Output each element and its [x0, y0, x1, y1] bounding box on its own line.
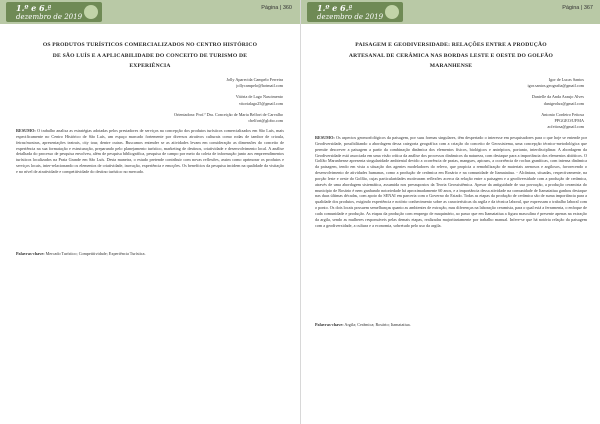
keywords — [315, 322, 587, 328]
right-page — [300, 0, 600, 424]
author-name: Antonio Cordeiro Feitosa — [541, 111, 584, 117]
author-name: Danielle da Anda Araujo Alves — [531, 94, 584, 100]
author-block — [401, 77, 584, 130]
advisor-email: cbelfort@globo.com — [248, 118, 283, 124]
abstract-label: RESUMO: — [16, 128, 36, 133]
event-logo — [6, 2, 102, 22]
advisor-name: Orientadora: Prof.ª Dra. Conceição de Maria Belfort de Carvalho — [173, 111, 283, 117]
paper-title — [20, 40, 280, 72]
page-header — [0, 0, 300, 24]
keywords-text: Mercado Turístico; Competitividade; Experiência Turística. — [44, 251, 146, 256]
logo-title: 1.º e 6.ª — [317, 3, 353, 13]
author-email: acfeitosa@gmail.com — [547, 124, 584, 130]
title-line: MARANHENSE — [429, 63, 473, 69]
title-line: OS PRODUTOS TURÍSTICOS COMERCIALIZADOS NO CENTRO HISTÓRICO — [42, 42, 258, 48]
abstract-text: Os aspectos geomorfológicos da paisagem, por suas formas singulares, têm despertado o interesse em pesquisadores para o que hoje se entende por Geodiversidade, possibilitando a abordagem dessa categoria geográfica com a criação do conceito de Geossistema, uma concepção técnico-metodológica que permite descrever a paisagem a partir da combinação dinâmica dos elementos físicos, biológicos e antrópicos, portanto, interdisciplinar. A abordagem da Geodiversidade está associada em uma visão crítica da análise dos processos dinâmicos da natureza, com destaque para a importância dos elementos abióticos. O Golfão Maranhense apresenta singularidade ambiental devido a ocorrência de praias, mangues, apicuns, a ocorrência de rochas graníticas, com intensa dinâmica da paisagem, tendo em vista a situação dos agentes modeladores do relevo, que propicia a remobilização de materiais arenosos e argilosos, favorecendo o desenvolvimento de atividades humanas, como a produção de cerâmica em Rosário e na comunidade de Itamatatiua. - Alcântara, situadas, respectivamente, na porção leste e oeste do Golfão, cujas particularidades motivaram reflexões acerca da relação entre a paisagem e a geodiversidade com a produção de cerâmica, através de uma abordagem sistemática, assumida nos pressupostos da Teoria Geossistêmica. Apesar da antiguidade de sua povoação, a produção ceramista do município de Rosário é nem ganhando notoriedade há aproximadamente 60 anos, e a importância dessa atividade na comunidade de Itamatatiua ganhou destaque nas duas últimas décadas, com apoio do SENAI em parceria com o Governo do Estado. Todas as etapas da produção de cerâmica são de suma importância para a qualidade dos produtos, exigindo experiência e notório conhecimento sobre as características da argila e da técnica laboral, que expressam o trabalho laboral com o ponto. Os dois locais possuem semelhanças quanto as ambientes de extração, mas diferenças na laboração ceramista, para o qual está a ferramenta, o enfoque de cada comunidade e produção. As etapas da produção com emprego de maquinário, ao passo que em Itamatatiua a figura masculina é presente apenas na extração da argila, sendo as mulheres responsáveis pelas demais etapas, realizadas majoritariamente por trabalho manual. Infere-se que há notória relação da paisagem com a geodiversidade, a cultura e a economia, sobretudo pelo uso da argila. — [315, 135, 587, 228]
author-email: igor.santos.geografia@gmail.com — [527, 83, 584, 89]
author-affiliation: PPGGEO/UFMA — [554, 118, 584, 124]
logo-emblem-icon — [385, 5, 399, 19]
author-name: Jolly Aparecida Campelo Ferreira — [226, 77, 283, 82]
keywords-text: Argila; Cerâmica; Rosário; Itamatatiua. — [343, 322, 411, 327]
author-name: Vitória de Lago Nascimento — [235, 94, 283, 100]
title-line: PAISAGEM E GEODIVERSIDADE: RELAÇÕES ENTRE A PRODUÇÃO — [355, 42, 547, 48]
page-number: Página | 360 — [261, 5, 292, 11]
title-line: EXPERIÊNCIA — [129, 63, 171, 69]
abstract — [315, 135, 587, 229]
logo-emblem-icon — [84, 5, 98, 19]
author-name: Igor de Lucas Santos — [548, 77, 584, 82]
event-logo — [307, 2, 403, 22]
author-block — [100, 77, 283, 124]
author-email: danigeolux@gmail.com — [543, 100, 584, 106]
author-email: jollycampelo@hotmail.com — [236, 83, 283, 89]
title-line: DE SÃO LUÍS E A APLICABILIDADE DO CONCEITO DE TURISMO DE — [52, 52, 248, 59]
abstract-label: RESUMO: — [315, 135, 335, 140]
logo-subtitle: dezembro de 2019 — [16, 13, 83, 21]
abstract-text: O trabalho analisa as estratégias adotadas pelos prestadores de serviços na concepção dos produtos turísticos comercializados em São Luís, mais especificamente no Centro Histórico de São Luís, um espaço marcado fortemente por diversos atrativos culturais como rodas de tambor de crioula, feiras/mostras, apresentações teatrais, city tour, dentre outras. Buscamos entender se as atividades levam em consideração as dimensões do conceito de experiência na sua formatação e estruturação, preparando pelo planejamento turístico, marketing de destinos, criatividade e desenvolvimento local. A análise detalhada do processo de pesquisa envolveu, além de pesquisa bibliográfica, pesquisa de campo por meio da coleta de informação junto aos empreendimentos turísticos localizados na Praia Grande em São Luís. Desta maneira, o estudo pretende contribuir com novas reflexões, assim como aprimorar os produtos e serviços locais, inter-relacionando os elementos de criatividade, inovação, experiência e emoções. Os benefícios da pesquisa incidem na qualidade da visitação e no nível de atratividade e competitividade do destino turístico no mercado. — [16, 128, 284, 174]
logo-subtitle: dezembro de 2019 — [317, 13, 384, 21]
keywords-label: Palavras-chave: — [315, 322, 344, 327]
title-line: ARTESANAL DE CERÂMICA NAS BORDAS LESTE E OESTE DO GOLFÃO — [348, 52, 554, 59]
logo-title: 1.º e 6.ª — [16, 3, 52, 13]
keywords — [16, 251, 284, 257]
paper-title — [315, 40, 587, 72]
keywords-label: Palavras-chave: — [16, 251, 45, 256]
page-header — [301, 0, 600, 24]
page-number: Página | 367 — [562, 5, 593, 11]
author-email: vitorialago25@gmail.com — [239, 100, 283, 106]
abstract — [16, 128, 284, 175]
